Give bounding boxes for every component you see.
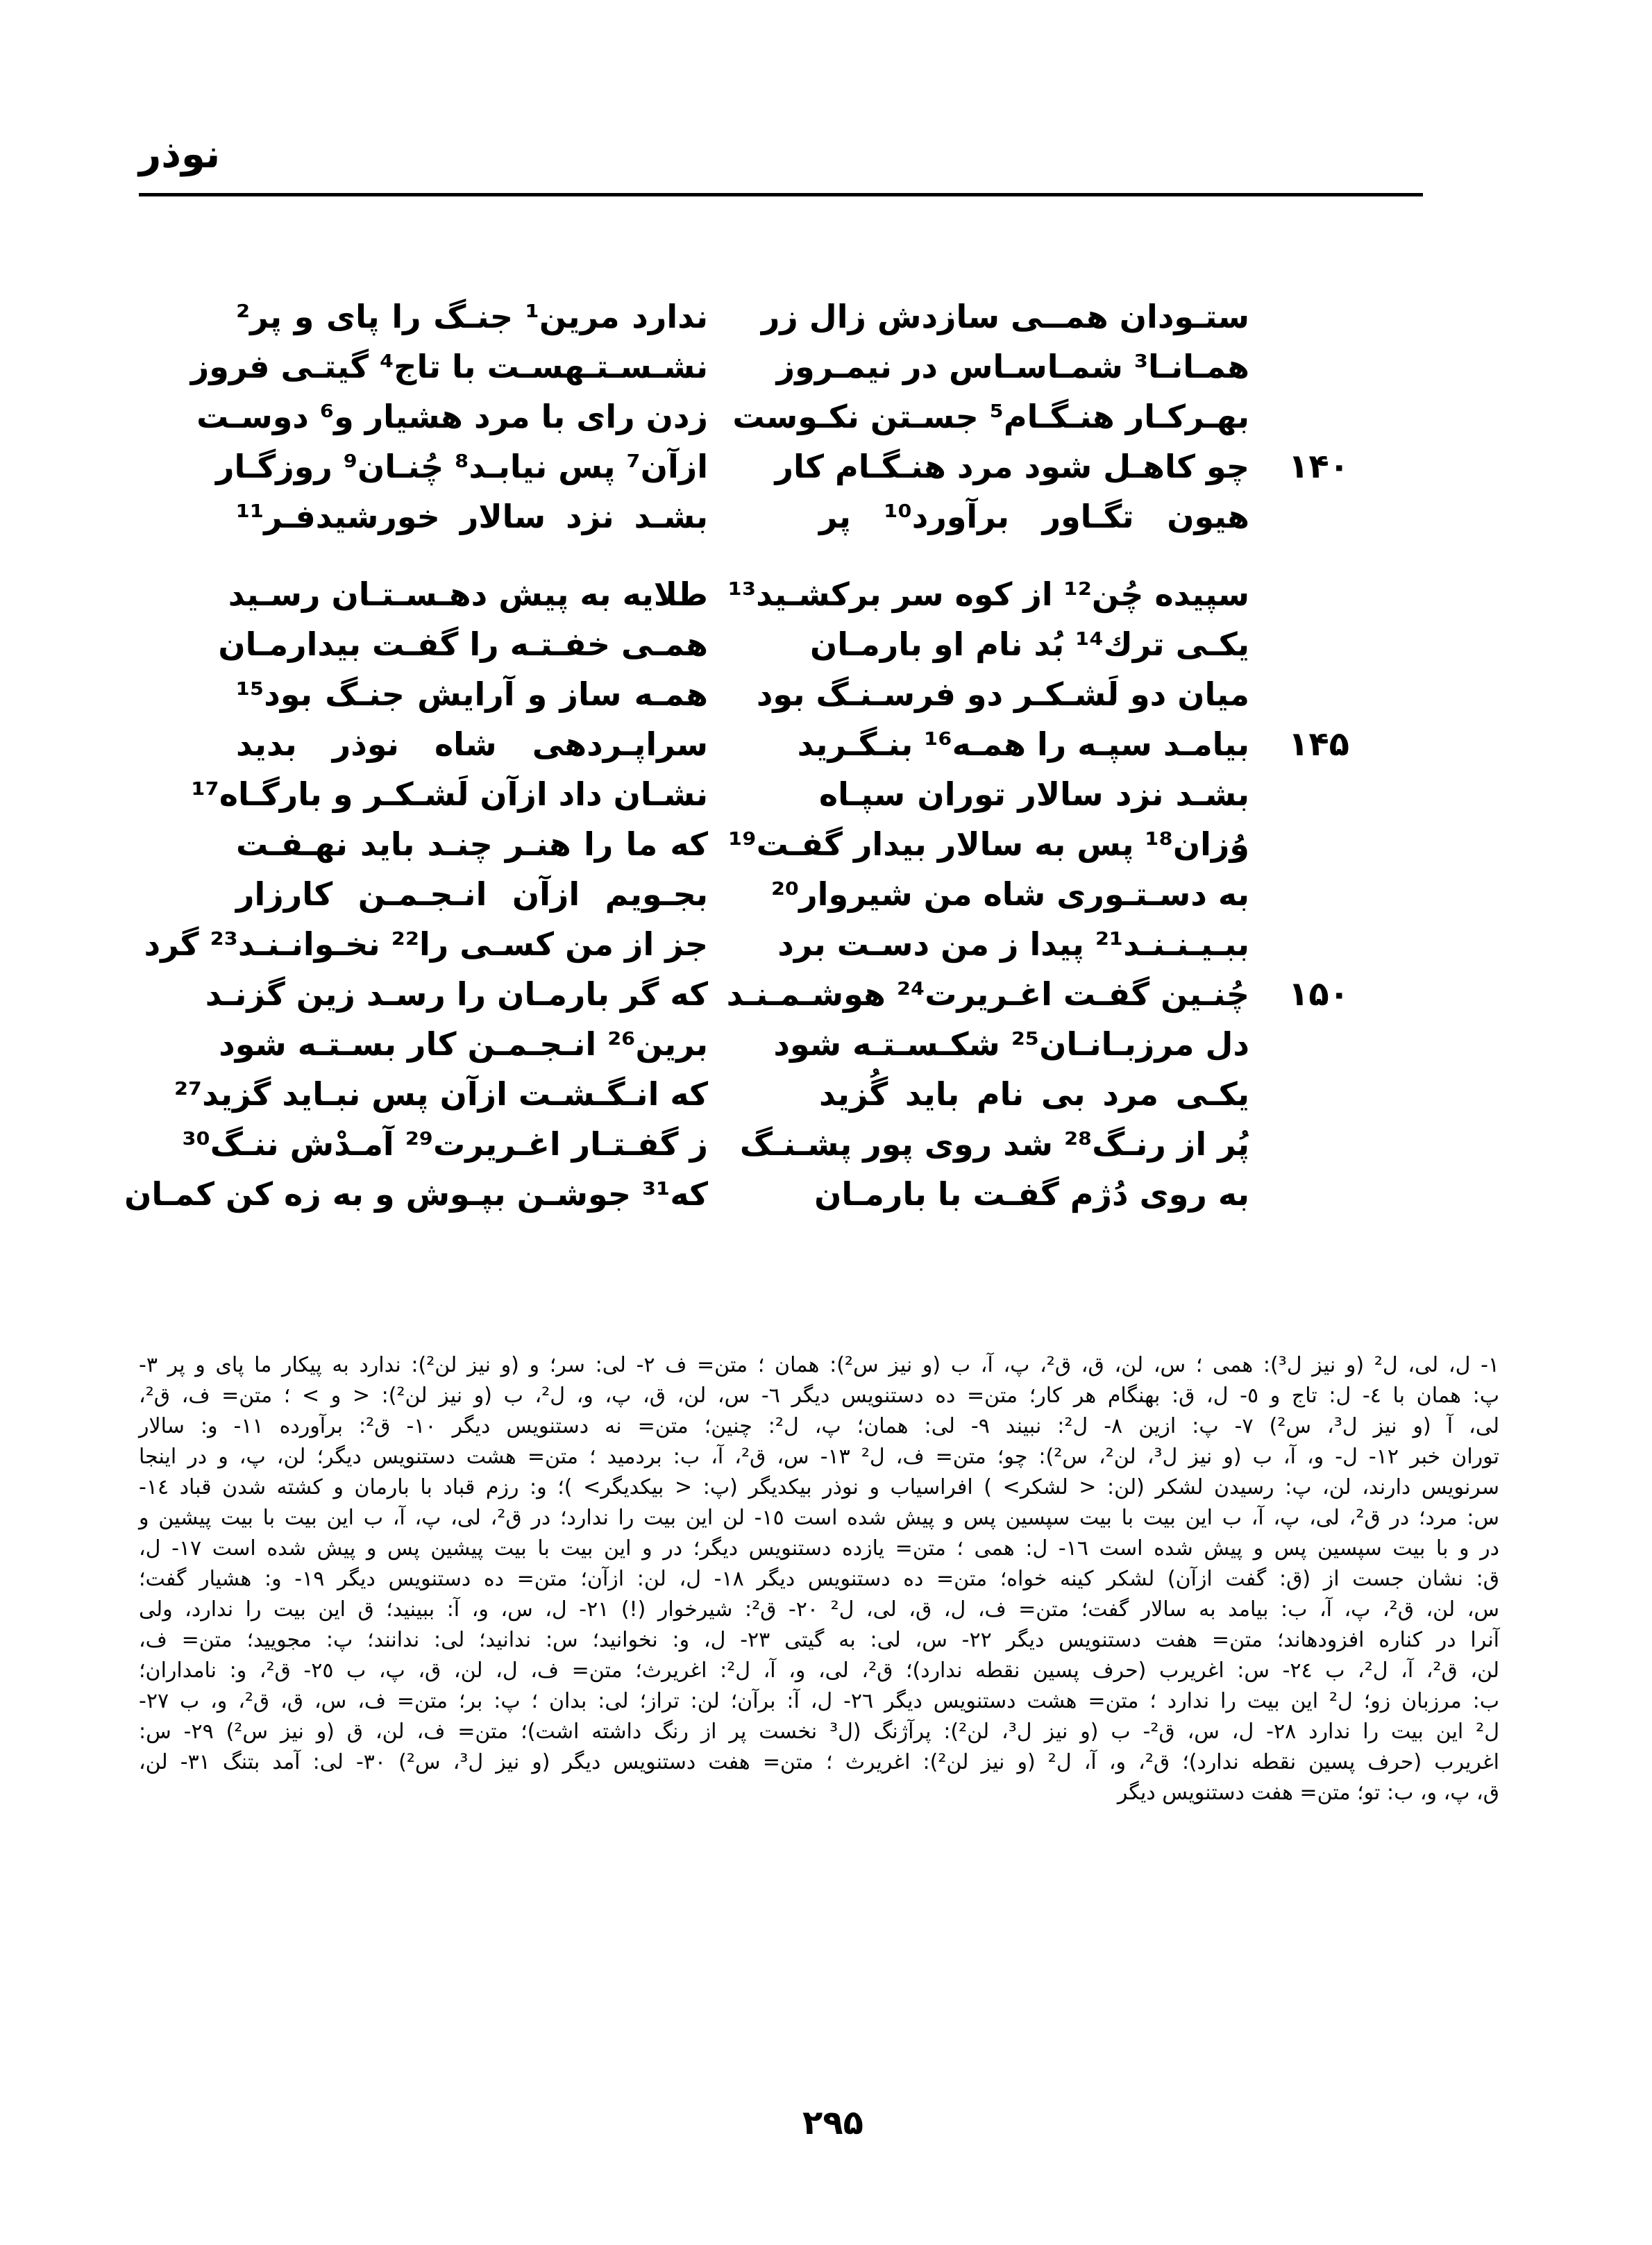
verse-block <box>124 292 1354 1219</box>
second-hemistich: نشـسـتـهسـت با تاج⁴ گیتـی فروز <box>190 348 708 385</box>
first-hemistich: سپیده چُن¹² از کوه سر برکشـید¹³ <box>727 575 1249 613</box>
first-hemistich: دل مرزبـانـان²⁵ شکـسـتـه شود <box>773 1025 1249 1063</box>
verse-row <box>229 491 1354 541</box>
first-hemistich: بشـد نزد سالار توران سپـاه <box>819 775 1249 813</box>
second-hemistich: برین²⁶ انـجـمـن کار بسـتـه شود <box>219 1025 708 1063</box>
first-hemistich: ستـودان همــی سازدش زال زر <box>761 298 1249 335</box>
footnote-line: ق، پ، و، ب: تو؛ متن= هفت دستنویس دیگر <box>1117 1781 1499 1805</box>
second-hemistich: بشـد نزد سالار خورشیدفـر¹¹ <box>236 498 708 535</box>
line-number: ۱۵۰ <box>1288 975 1349 1014</box>
verse-row <box>229 719 1354 769</box>
second-hemistich: که³¹ جوشـن بپـوش و به زه کن کمـان <box>124 1175 708 1213</box>
second-hemistich: که ما را هنـر چنـد باید نهـفـت <box>236 825 708 863</box>
second-hemistich: بجـویم ازآن انـجـمـن کارزار <box>236 875 708 913</box>
second-hemistich: زدن رای با مرد هشیار و⁶ دوسـت <box>196 398 708 435</box>
verse-row <box>229 869 1354 919</box>
footnote-line: ل² این بیت را ندارد ۲۸- ل، س، ق²- ب (و نیز ل³، لن²): پرآژنگ (ل³ نخست پر از رنگ داشته اشت)؛ متن= ف، لن، ق (و نیز س²) ۲۹- س: <box>139 1720 1499 1744</box>
verse-row <box>218 619 1354 669</box>
footnote-line: س، لن، ق²، پ، آ، ب: بیامد به سالار گفت؛ متن= ف، ل، ق، لی، ل² ۲۰- ق²: شیرخوار (!) ۲۱- ل، س، و، آ: ببینید؛ ق این بیت را ندارد، ولی <box>139 1597 1500 1622</box>
verse-row <box>174 1069 1354 1119</box>
footnote-line: در و با بیت سپسین پس و پیش شده است ۱٦- ل: همی ؛ متن= یازده دستنویس دیگر؛ در و این بیت با بیت پیشین پس و پیش شده است ۱۷- ل، <box>139 1536 1499 1561</box>
verse-row <box>229 669 1354 719</box>
first-hemistich: به روی دُژم گفـت با بارمـان <box>814 1175 1249 1213</box>
footnote-line: س: مرد؛ در ق²، لی، پ، آ، ب این بیت با بیت سپسین پس و پیش شده است ۱٥- لن این بیت را ندارد؛ در ق²، لی، پ، آ، ب این بیت با بیت پیشین و <box>139 1506 1499 1530</box>
verse-row <box>124 1169 1354 1219</box>
line-number: ۱۴۵ <box>1288 725 1349 764</box>
verse-row <box>205 969 1354 1019</box>
line-number: ۱۴۰ <box>1288 447 1349 486</box>
first-hemistich: ببـیـنـنـد²¹ پیدا ز من دسـت برد <box>777 925 1249 963</box>
first-hemistich: چُنـین گفـت اغـریرت²⁴ هوشـمـنـد <box>726 975 1249 1013</box>
footnotes <box>139 1350 1499 1808</box>
second-hemistich: که گر بارمـان را رسـد زین گزنـد <box>205 975 708 1013</box>
first-hemistich: یکـی ترك¹⁴ بُد نام او بارمـان <box>810 625 1249 663</box>
footnote-line: سرنویس دارند، لن، پ: رسیدن لشکر (لن: < لشکر> ) افراسیاب و نوذر بیکدیگر (پ: < بیکدیگر> )؛ و: رزم قباد با بارمان و کشته شدن قباد ۱٤- <box>139 1475 1499 1499</box>
second-hemistich: طلایه به پیش دهـسـتـان رسـید <box>228 575 708 613</box>
first-hemistich: همـانـا³ شمـاسـاس در نیمـروز <box>776 348 1249 385</box>
first-hemistich: بهـرکـار هنـگـام⁵ جسـتن نکـوست <box>732 398 1249 435</box>
verse-row <box>229 819 1354 869</box>
first-hemistich: یکـی مرد بی نام باید گُزید <box>819 1075 1249 1113</box>
verse-row <box>144 919 1354 969</box>
footnote-line: آنرا در کناره افزودهاند؛ متن= هفت دستنویس دیگر ۲۲- س، لی: به گیتی ۲۳- ل، و: نخوانید؛ س: ندانید؛ لی: ندانند؛ پ: مجویید؛ متن= ف، <box>139 1628 1500 1652</box>
header-rule <box>139 193 1423 196</box>
first-hemistich: وُزان¹⁸ پس به سالار بیدار گفـت¹⁹ <box>728 825 1249 863</box>
verse-row <box>182 1119 1354 1169</box>
second-hemistich: جز از من کسـی را²² نخـوانـنـد²³ گرد <box>144 925 708 963</box>
first-hemistich: بیامـد سپـه را همـه¹⁶ بنـگـرید <box>797 725 1249 763</box>
second-hemistich: همـه ساز و آرایش جنـگ بود¹⁵ <box>236 675 708 713</box>
verse-row <box>219 1019 1354 1069</box>
second-hemistich: ندارد مرین¹ جنـگ را پای و پر² <box>236 298 708 335</box>
first-hemistich: چو کاهـل شود مرد هنـگـام کار <box>775 448 1249 485</box>
second-hemistich: نشـان داد ازآن لَشـکـر و بارگـاه¹⁷ <box>191 775 708 813</box>
first-hemistich: میان دو لَشـکـر دو فرسـنـگ بود <box>756 675 1249 713</box>
chapter-title: نوذر <box>139 132 221 177</box>
footnote-line: لن، ق²، آ، ل²، ب ۲٤- س: اغریرب (حرف پسین نقطه ندارد)؛ ق²، لی، و، آ، ل²: اغریرث؛ متن= ف، ل، لن، ق، پ، ب ۲٥- ق²، و: نامداران؛ <box>139 1658 1499 1683</box>
verse-row <box>191 769 1354 819</box>
footnote-line: اغریرب (حرف پسین نقطه ندارد)؛ ق²، و، آ، ل² (و نیز لن²): اغریرث ؛ متن= هفت دستنویس دیگر (و نیز ل³، س²) ۳۰- لی: آمد بتنگ ۳۱- لن، <box>139 1750 1499 1774</box>
footnote-line: ۱- ل، لی، ل² (و نیز ل³): همی ؛ س، لن، ق، ق²، پ، آ، ب (و نیز س²): همان ؛ متن= ف ۲- لی: سر؛ و (و نیز لن²): ندارد به پیکار ما پای و پر ۳- <box>139 1353 1500 1377</box>
verse-row <box>229 292 1354 342</box>
second-hemistich: همـی خفـتـه را گفـت بیدارمـان <box>218 625 708 663</box>
verse-row <box>229 569 1354 619</box>
page-number: ۲۹۵ <box>802 2103 863 2142</box>
footnote-line: توران خبر ۱۲- ل- و، آ، ب (و نیز ل³، لن²، س²): چو؛ متن= ف، ل² ۱۳- س، ق²، آ، ب: بردمید ؛ متن= هشت دستنویس دیگر؛ لن، پ، و در اینجا <box>139 1445 1499 1469</box>
footnote-line: لی، آ (و نیز ل³، س²) ۷- پ: ازین ۸- ل²: نبیند ۹- لی: همان؛ پ، ل²: چنین؛ متن= نه دستنویس دیگر ۱۰- ق²: برآورده ۱۱- و: سالار <box>139 1414 1499 1438</box>
verse-row <box>190 342 1354 392</box>
verse-row <box>216 442 1354 491</box>
second-hemistich: ازآن⁷ پس نیابـد⁸ چُنـان⁹ روزگـار <box>216 448 708 485</box>
first-hemistich: پُر از رنـگ²⁸ شد روی پور پشـنـگ <box>739 1125 1249 1163</box>
footnote-line: ب: مرزبان زو؛ ل² این بیت را ندارد ؛ متن= هشت دستنویس دیگر ۲٦- ل، آ: برآن؛ لن: تراز؛ لی: بدان ؛ پ: بر؛ متن= ف، س، ق، ق²، و، ب ۲۷- <box>139 1689 1499 1713</box>
second-hemistich: ز گفـتـار اغـریرت²⁹ آمـدْش ننـگ³⁰ <box>182 1125 708 1163</box>
first-hemistich: به دسـتـوری شاه من شیروار²⁰ <box>770 875 1249 913</box>
second-hemistich: که انـگـشـت ازآن پس نبـاید گزید²⁷ <box>174 1075 708 1113</box>
second-hemistich: سراپـردهی شاه نوذر بدید <box>236 725 708 763</box>
verse-row <box>196 392 1354 442</box>
footnote-line: ق: نشان جست از (ق: گفت ازآن) لشکر کینه خواه؛ متن= ده دستنویس دیگر ۱۸- ل، لن: ازآن؛ متن= ده دستنویس دیگر ۱۹- و: هشیار گفت؛ <box>139 1567 1500 1591</box>
footnote-line: پ: همان با ٤- ل: تاج و ٥- ل، ق: بهنگام هر کار؛ متن= ده دستنویس دیگر ٦- س، لن، ق، پ، و، ل²، ب (و نیز لن²): < و > ؛ متن= ف، ق²، <box>139 1384 1499 1408</box>
first-hemistich: هیون تگـاور برآورد¹⁰ پر <box>819 498 1250 535</box>
